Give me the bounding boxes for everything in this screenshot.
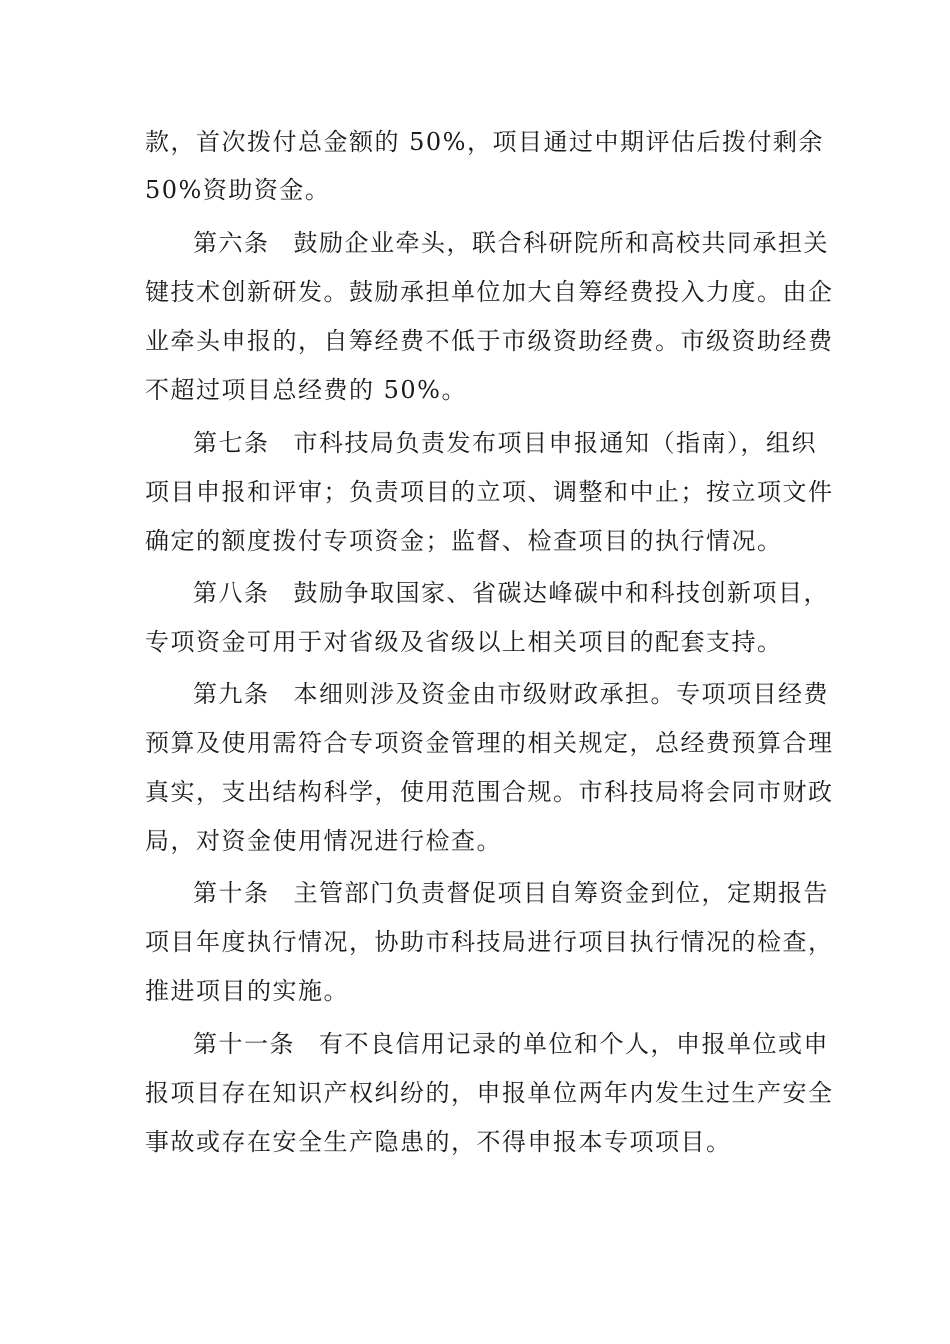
article-7-first-line: [193, 427, 873, 459]
article-11-first-line: [193, 1028, 873, 1060]
text-line: 事故或存在安全生产隐患的，不得申报本专项项目。: [145, 1128, 732, 1156]
article-text: 市科技局负责发布项目申报通知（指南），组织: [293, 429, 817, 457]
text-line: 款，首次拨付总金额的 50%，项目通过中期评估后拨付剩余: [145, 128, 824, 156]
text-line: 项目申报和评审；负责项目的立项、调整和中止；按立项文件: [145, 478, 834, 506]
text-line: 报项目存在知识产权纠纷的，申报单位两年内发生过生产安全: [145, 1079, 834, 1107]
article-6-first-line: [193, 227, 873, 259]
article-text: 本细则涉及资金由市级财政承担。专项项目经费: [293, 680, 829, 708]
text-line: 确定的额度拨付专项资金；监督、检查项目的执行情况。: [145, 527, 783, 555]
article-text: 主管部门负责督促项目自筹资金到位，定期报告: [293, 879, 829, 907]
article-label: 第六条: [193, 229, 270, 257]
text-line: 键技术创新研发。鼓励承担单位加大自筹经费投入力度。由企: [145, 278, 834, 306]
article-10-first-line: [193, 877, 873, 909]
text-line: 业牵头申报的，自筹经费不低于市级资助经费。市级资助经费: [145, 327, 834, 355]
article-label: 第八条: [193, 579, 270, 607]
text-line: 项目年度执行情况，协助市科技局进行项目执行情况的检查，: [145, 928, 834, 956]
text-line: 50%资助资金。: [145, 176, 331, 204]
text-line: 专项资金可用于对省级及省级以上相关项目的配套支持。: [145, 628, 783, 656]
article-text: 鼓励争取国家、省碳达峰碳中和科技创新项目，: [293, 579, 829, 607]
text-line: 推进项目的实施。: [145, 977, 349, 1005]
text-line: 预算及使用需符合专项资金管理的相关规定，总经费预算合理: [145, 729, 834, 757]
article-label: 第十条: [193, 879, 270, 907]
text-line: 不超过项目总经费的 50%。: [145, 376, 467, 404]
article-9-first-line: [193, 678, 873, 710]
text-line: 局，对资金使用情况进行检查。: [145, 827, 502, 855]
text-line: 真实，支出结构科学，使用范围合规。市科技局将会同市财政: [145, 778, 834, 806]
article-text: 鼓励企业牵头，联合科研院所和高校共同承担关: [293, 229, 829, 257]
article-8-first-line: [193, 577, 873, 609]
article-label: 第十一条: [193, 1030, 295, 1058]
article-label: 第九条: [193, 680, 270, 708]
article-label: 第七条: [193, 429, 270, 457]
article-text: 有不良信用记录的单位和个人，申报单位或申: [319, 1030, 829, 1058]
